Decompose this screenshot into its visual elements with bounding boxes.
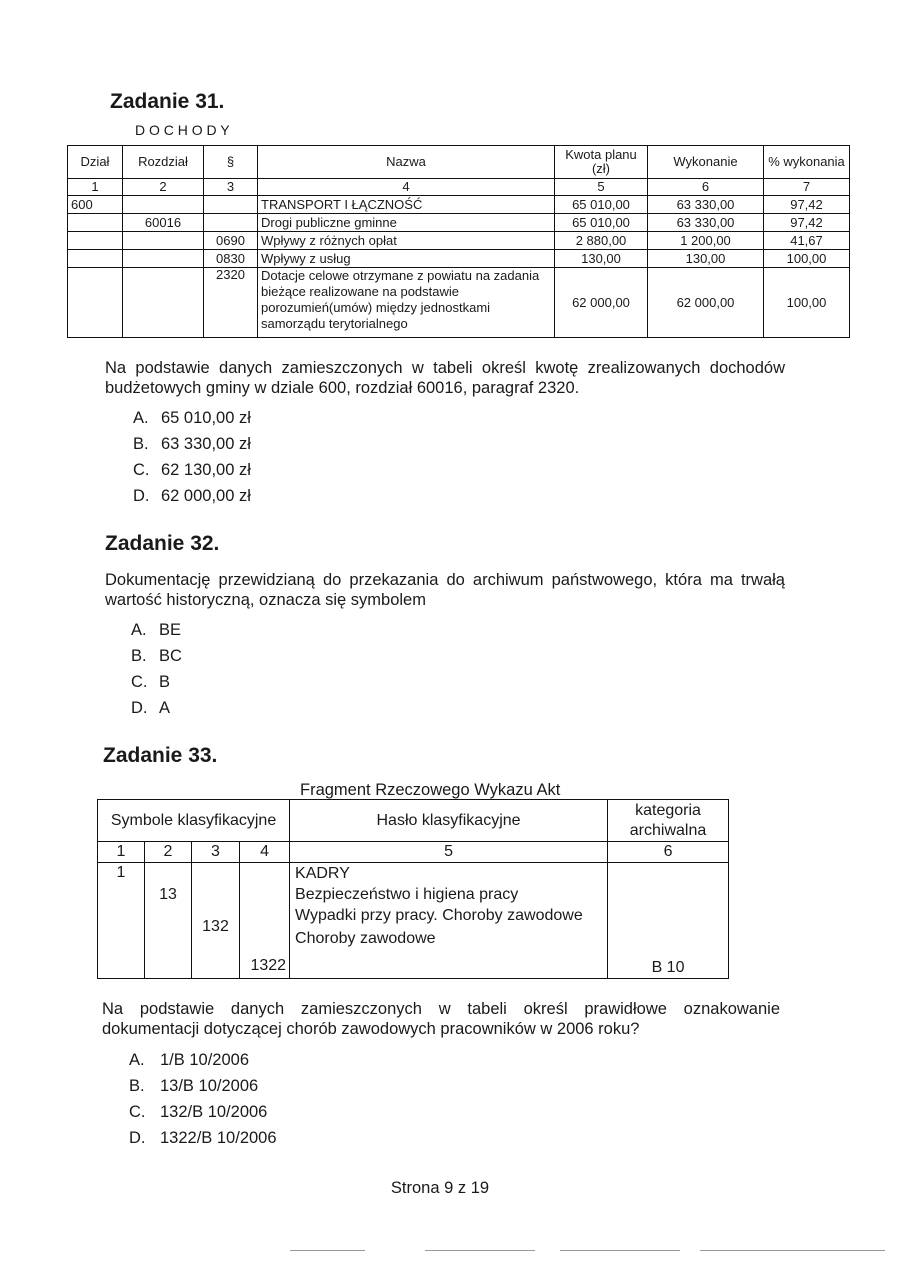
header-wykonanie: Wykonanie [648, 146, 764, 179]
cell-symbol-2 [145, 863, 192, 979]
task33-options [129, 1047, 277, 1151]
cell-procent: 41,67 [764, 232, 850, 250]
option-b [129, 1073, 277, 1099]
cell-nazwa: Wpływy z usług [258, 250, 555, 268]
option-letter: C. [129, 1103, 146, 1121]
header-symbole: Symbole klasyfikacyjne [98, 800, 290, 842]
option-text: 1/B 10/2006 [160, 1051, 249, 1069]
option-text: A [159, 699, 171, 717]
cell-wykonanie: 62 000,00 [648, 268, 764, 338]
task32-options [131, 617, 182, 721]
cell-nazwa: Drogi publiczne gminne [258, 214, 555, 232]
cell-wykonanie: 63 330,00 [648, 196, 764, 214]
column-number: 3 [192, 842, 240, 863]
option-a [131, 617, 182, 643]
option-letter: C. [133, 461, 150, 479]
cell-dzial [68, 250, 123, 268]
cell-dzial [68, 268, 123, 338]
column-number: 4 [258, 179, 555, 196]
scan-artifact-line [425, 1250, 535, 1251]
cell-dzial [68, 214, 123, 232]
cell-kategoria: B 10 [608, 863, 729, 979]
table-row [68, 214, 850, 232]
cell-procent: 100,00 [764, 268, 850, 338]
symbol-value: 1 [116, 864, 126, 881]
column-number-row [68, 179, 850, 196]
option-text: 62 130,00 zł [161, 461, 251, 479]
column-number: 2 [145, 842, 192, 863]
cell-nazwa: Wpływy z różnych opłat [258, 232, 555, 250]
cell-plan: 2 880,00 [555, 232, 648, 250]
page-number: Strona 9 z 19 [390, 1179, 490, 1197]
option-letter: D. [133, 487, 150, 505]
table-row [68, 250, 850, 268]
symbol-value: 1322 [250, 957, 287, 974]
header-procent: % wykonania [764, 146, 850, 179]
cell-procent: 97,42 [764, 196, 850, 214]
scan-artifact-line [290, 1250, 365, 1251]
cell-paragraf: 0690 [204, 232, 258, 250]
column-number: 1 [68, 179, 123, 196]
option-letter: A. [129, 1051, 145, 1069]
cell-paragraf: 0830 [204, 250, 258, 268]
cell-nazwa: TRANSPORT I ŁĄCZNOŚĆ [258, 196, 555, 214]
option-d [131, 695, 182, 721]
task31-table-caption: D O C H O D Y [135, 122, 230, 138]
column-number: 4 [240, 842, 290, 863]
cell-rozdzial [123, 268, 204, 338]
column-number: 5 [555, 179, 648, 196]
cell-plan: 62 000,00 [555, 268, 648, 338]
header-plan: Kwota planu (zł) [555, 146, 648, 179]
cell-wykonanie: 1 200,00 [648, 232, 764, 250]
cell-rozdzial: 60016 [123, 214, 204, 232]
cell-paragraf [204, 214, 258, 232]
cell-procent: 97,42 [764, 214, 850, 232]
option-letter: B. [129, 1077, 145, 1095]
option-text: B [159, 673, 171, 691]
option-letter: A. [131, 621, 147, 639]
symbol-value: 13 [159, 886, 177, 903]
cell-dzial: 600 [68, 196, 123, 214]
cell-wykonanie: 63 330,00 [648, 214, 764, 232]
cell-rozdzial [123, 196, 204, 214]
option-b [133, 431, 251, 457]
option-a [133, 405, 251, 431]
column-number: 6 [608, 842, 729, 863]
task33-question: Na podstawie danych zamieszczonych w tabeli określ prawidłowe oznakowanie dokumentacji dotyczącej chorób zawodowych pracowników w 2006 roku? [102, 1000, 780, 1038]
task33-table-caption: Fragment Rzeczowego Wykazu Akt [300, 781, 561, 799]
cell-paragraf: 2320 [204, 268, 258, 338]
header-nazwa: Nazwa [258, 146, 555, 179]
column-number: 2 [123, 179, 204, 196]
cell-rozdzial [123, 250, 204, 268]
option-c [133, 457, 251, 483]
symbol-value: 132 [202, 918, 229, 935]
option-text: 62 000,00 zł [161, 487, 251, 505]
task33-heading: Zadanie 33. [103, 744, 218, 767]
option-letter: D. [129, 1129, 146, 1147]
header-kategoria: kategoria archiwalna [608, 800, 729, 842]
entry: Bezpieczeństwo i higiena pracy [295, 886, 519, 903]
column-number: 3 [204, 179, 258, 196]
cell-symbol-1 [98, 863, 145, 979]
header-paragraf: § [204, 146, 258, 179]
task32-heading: Zadanie 32. [105, 532, 220, 555]
option-c [131, 669, 182, 695]
option-text: 13/B 10/2006 [160, 1077, 259, 1095]
table-row [68, 268, 850, 338]
cell-plan: 65 010,00 [555, 196, 648, 214]
table-header-row [98, 800, 729, 842]
option-c [129, 1099, 277, 1125]
task32-question: Dokumentację przewidzianą do przekazania do archiwum państwowego, która ma trwałą wartość historyczną, oznacza się symbolem [105, 571, 785, 609]
income-table [67, 145, 850, 338]
column-number: 6 [648, 179, 764, 196]
task31-question: Na podstawie danych zamieszczonych w tabeli określ kwotę zrealizowanych dochodów budżetowych gminy w dziale 600, rozdział 60016, paragraf 2320. [105, 359, 785, 397]
option-d [133, 483, 251, 509]
cell-nazwa: Dotacje celowe otrzymane z powiatu na zadania bieżące realizowane na podstawie porozumień(umów) między jednostkami samorządu terytorialnego [258, 268, 555, 338]
scan-artifact-line [700, 1250, 885, 1251]
table-row [68, 196, 850, 214]
option-a [129, 1047, 277, 1073]
option-letter: B. [133, 435, 149, 453]
table-row [98, 863, 729, 979]
task31-options [133, 405, 251, 509]
table-header-row [68, 146, 850, 179]
column-number: 5 [290, 842, 608, 863]
option-d [129, 1125, 277, 1151]
records-table [97, 799, 729, 979]
option-text: 63 330,00 zł [161, 435, 251, 453]
header-haslo: Hasło klasyfikacyjne [290, 800, 608, 842]
cell-symbol-4 [240, 863, 290, 979]
cell-symbol-3 [192, 863, 240, 979]
option-text: BC [159, 647, 182, 665]
cell-procent: 100,00 [764, 250, 850, 268]
option-letter: B. [131, 647, 147, 665]
scan-artifact-line [560, 1250, 680, 1251]
column-number: 7 [764, 179, 850, 196]
cell-plan: 65 010,00 [555, 214, 648, 232]
cell-paragraf [204, 196, 258, 214]
entry: KADRY [295, 865, 350, 882]
cell-plan: 130,00 [555, 250, 648, 268]
option-text: 132/B 10/2006 [160, 1103, 268, 1121]
cell-wykonanie: 130,00 [648, 250, 764, 268]
header-dzial: Dział [68, 146, 123, 179]
column-number-row [98, 842, 729, 863]
option-text: 65 010,00 zł [161, 409, 251, 427]
cell-dzial [68, 232, 123, 250]
table-row [68, 232, 850, 250]
option-text: BE [159, 621, 182, 639]
task31-heading: Zadanie 31. [110, 90, 225, 113]
column-number: 1 [98, 842, 145, 863]
header-rozdzial: Rozdział [123, 146, 204, 179]
cell-rozdzial [123, 232, 204, 250]
option-text: 1322/B 10/2006 [160, 1129, 277, 1147]
option-letter: C. [131, 673, 148, 691]
option-letter: A. [133, 409, 149, 427]
entry: Wypadki przy pracy. Choroby zawodowe [295, 907, 583, 924]
option-b [131, 643, 182, 669]
cell-haslo [290, 863, 608, 979]
option-letter: D. [131, 699, 148, 717]
entry: Choroby zawodowe [295, 930, 436, 947]
